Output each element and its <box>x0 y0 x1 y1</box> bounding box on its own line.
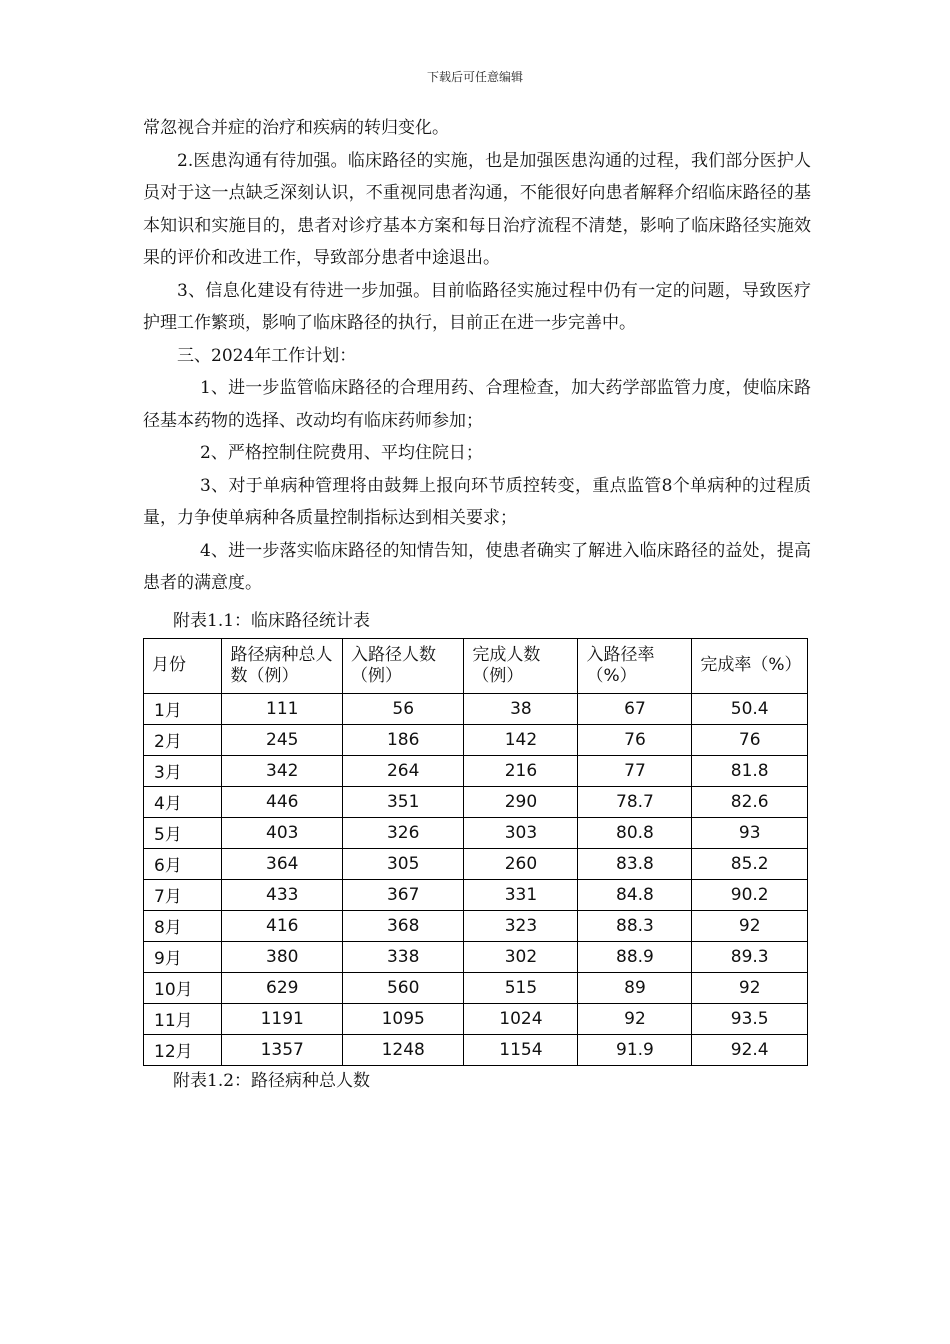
value-cell: 186 <box>343 724 464 755</box>
value-cell: 85.2 <box>692 848 808 879</box>
month-cell: 1月 <box>144 693 222 724</box>
month-cell: 6月 <box>144 848 222 879</box>
value-cell: 93.5 <box>692 1003 808 1034</box>
value-cell: 216 <box>464 755 578 786</box>
table-row <box>144 817 808 848</box>
column-header: 完成率（%） <box>692 638 808 693</box>
value-cell: 364 <box>222 848 343 879</box>
value-cell: 82.6 <box>692 786 808 817</box>
month-cell: 7月 <box>144 879 222 910</box>
paragraph: 常忽视合并症的治疗和疾病的转归变化。 <box>143 118 449 138</box>
paragraph: 3、信息化建设有待进一步加强。目前临路径实施过程中仍有一定的问题，导致医疗护理工作繁琐，影响了临床路径的执行，目前正在进一步完善中。 <box>143 280 811 333</box>
value-cell: 90.2 <box>692 879 808 910</box>
value-cell: 433 <box>222 879 343 910</box>
month-cell: 9月 <box>144 941 222 972</box>
table-row <box>144 755 808 786</box>
clinical-pathway-table <box>143 638 808 1066</box>
column-header: 月份 <box>144 638 222 693</box>
value-cell: 264 <box>343 755 464 786</box>
plan-item: 2、严格控制住院费用、平均住院日； <box>200 443 483 463</box>
table-row <box>144 941 808 972</box>
column-header: 完成人数（例） <box>464 638 578 693</box>
value-cell: 67 <box>578 693 692 724</box>
value-cell: 342 <box>222 755 343 786</box>
column-header: 路径病种总人数（例） <box>222 638 343 693</box>
value-cell: 338 <box>343 941 464 972</box>
value-cell: 80.8 <box>578 817 692 848</box>
value-cell: 560 <box>343 972 464 1003</box>
table-header-row <box>144 638 808 693</box>
table-row <box>144 786 808 817</box>
value-cell: 76 <box>578 724 692 755</box>
value-cell: 76 <box>692 724 808 755</box>
value-cell: 515 <box>464 972 578 1003</box>
value-cell: 380 <box>222 941 343 972</box>
value-cell: 92 <box>692 910 808 941</box>
value-cell: 367 <box>343 879 464 910</box>
value-cell: 84.8 <box>578 879 692 910</box>
value-cell: 77 <box>578 755 692 786</box>
table-row <box>144 1034 808 1065</box>
value-cell: 50.4 <box>692 693 808 724</box>
header-note: 下载后可任意编辑 <box>426 70 523 84</box>
table-row <box>144 1003 808 1034</box>
value-cell: 1191 <box>222 1003 343 1034</box>
paragraph: 2.医患沟通有待加强。临床路径的实施，也是加强医患沟通的过程，我们部分医护人员对于这一点缺乏深刻认识，不重视同患者沟通，不能很好向患者解释介绍临床路径的基本知识和实施目的，患者对诊疗基本方案和每日治疗流程不清楚，影响了临床路径实施效果的评价和改进工作，导致部分患者中途退出。 <box>143 150 811 268</box>
value-cell: 92 <box>692 972 808 1003</box>
value-cell: 326 <box>343 817 464 848</box>
section-heading: 三、2024年工作计划： <box>177 345 357 366</box>
value-cell: 81.8 <box>692 755 808 786</box>
column-header: 入路径率（%） <box>578 638 692 693</box>
value-cell: 1357 <box>222 1034 343 1065</box>
value-cell: 92.4 <box>692 1034 808 1065</box>
table-row <box>144 848 808 879</box>
value-cell: 56 <box>343 693 464 724</box>
month-cell: 3月 <box>144 755 222 786</box>
value-cell: 88.9 <box>578 941 692 972</box>
value-cell: 93 <box>692 817 808 848</box>
value-cell: 331 <box>464 879 578 910</box>
month-cell: 11月 <box>144 1003 222 1034</box>
value-cell: 368 <box>343 910 464 941</box>
value-cell: 245 <box>222 724 343 755</box>
plan-item: 3、对于单病种管理将由鼓舞上报向环节质控转变，重点监管8个单病种的过程质量，力争使单病种各质量控制指标达到相关要求； <box>143 475 811 528</box>
value-cell: 38 <box>464 693 578 724</box>
value-cell: 1024 <box>464 1003 578 1034</box>
table-caption: 附表1.1：临床路径统计表 <box>173 610 371 631</box>
document-body <box>143 112 811 1096</box>
value-cell: 92 <box>578 1003 692 1034</box>
value-cell: 302 <box>464 941 578 972</box>
value-cell: 78.7 <box>578 786 692 817</box>
value-cell: 1154 <box>464 1034 578 1065</box>
value-cell: 91.9 <box>578 1034 692 1065</box>
value-cell: 111 <box>222 693 343 724</box>
value-cell: 403 <box>222 817 343 848</box>
plan-item: 1、进一步监管临床路径的合理用药、合理检查，加大药学部监管力度，使临床路径基本药物的选择、改动均有临床药师参加； <box>143 378 811 431</box>
table-row <box>144 693 808 724</box>
month-cell: 2月 <box>144 724 222 755</box>
month-cell: 10月 <box>144 972 222 1003</box>
value-cell: 290 <box>464 786 578 817</box>
value-cell: 1095 <box>343 1003 464 1034</box>
month-cell: 12月 <box>144 1034 222 1065</box>
plan-item: 4、进一步落实临床路径的知情告知，使患者确实了解进入临床路径的益处，提高患者的满意度。 <box>143 540 811 593</box>
value-cell: 629 <box>222 972 343 1003</box>
value-cell: 88.3 <box>578 910 692 941</box>
table-row <box>144 879 808 910</box>
value-cell: 89 <box>578 972 692 1003</box>
month-cell: 5月 <box>144 817 222 848</box>
table-row <box>144 910 808 941</box>
value-cell: 1248 <box>343 1034 464 1065</box>
value-cell: 446 <box>222 786 343 817</box>
value-cell: 260 <box>464 848 578 879</box>
value-cell: 83.8 <box>578 848 692 879</box>
column-header: 入路径人数（例） <box>343 638 464 693</box>
value-cell: 142 <box>464 724 578 755</box>
value-cell: 323 <box>464 910 578 941</box>
value-cell: 351 <box>343 786 464 817</box>
value-cell: 416 <box>222 910 343 941</box>
table-row <box>144 724 808 755</box>
month-cell: 4月 <box>144 786 222 817</box>
value-cell: 305 <box>343 848 464 879</box>
table-row <box>144 972 808 1003</box>
value-cell: 303 <box>464 817 578 848</box>
month-cell: 8月 <box>144 910 222 941</box>
value-cell: 89.3 <box>692 941 808 972</box>
table-body <box>144 693 808 1065</box>
next-table-caption: 附表1.2：路径病种总人数 <box>173 1070 371 1091</box>
